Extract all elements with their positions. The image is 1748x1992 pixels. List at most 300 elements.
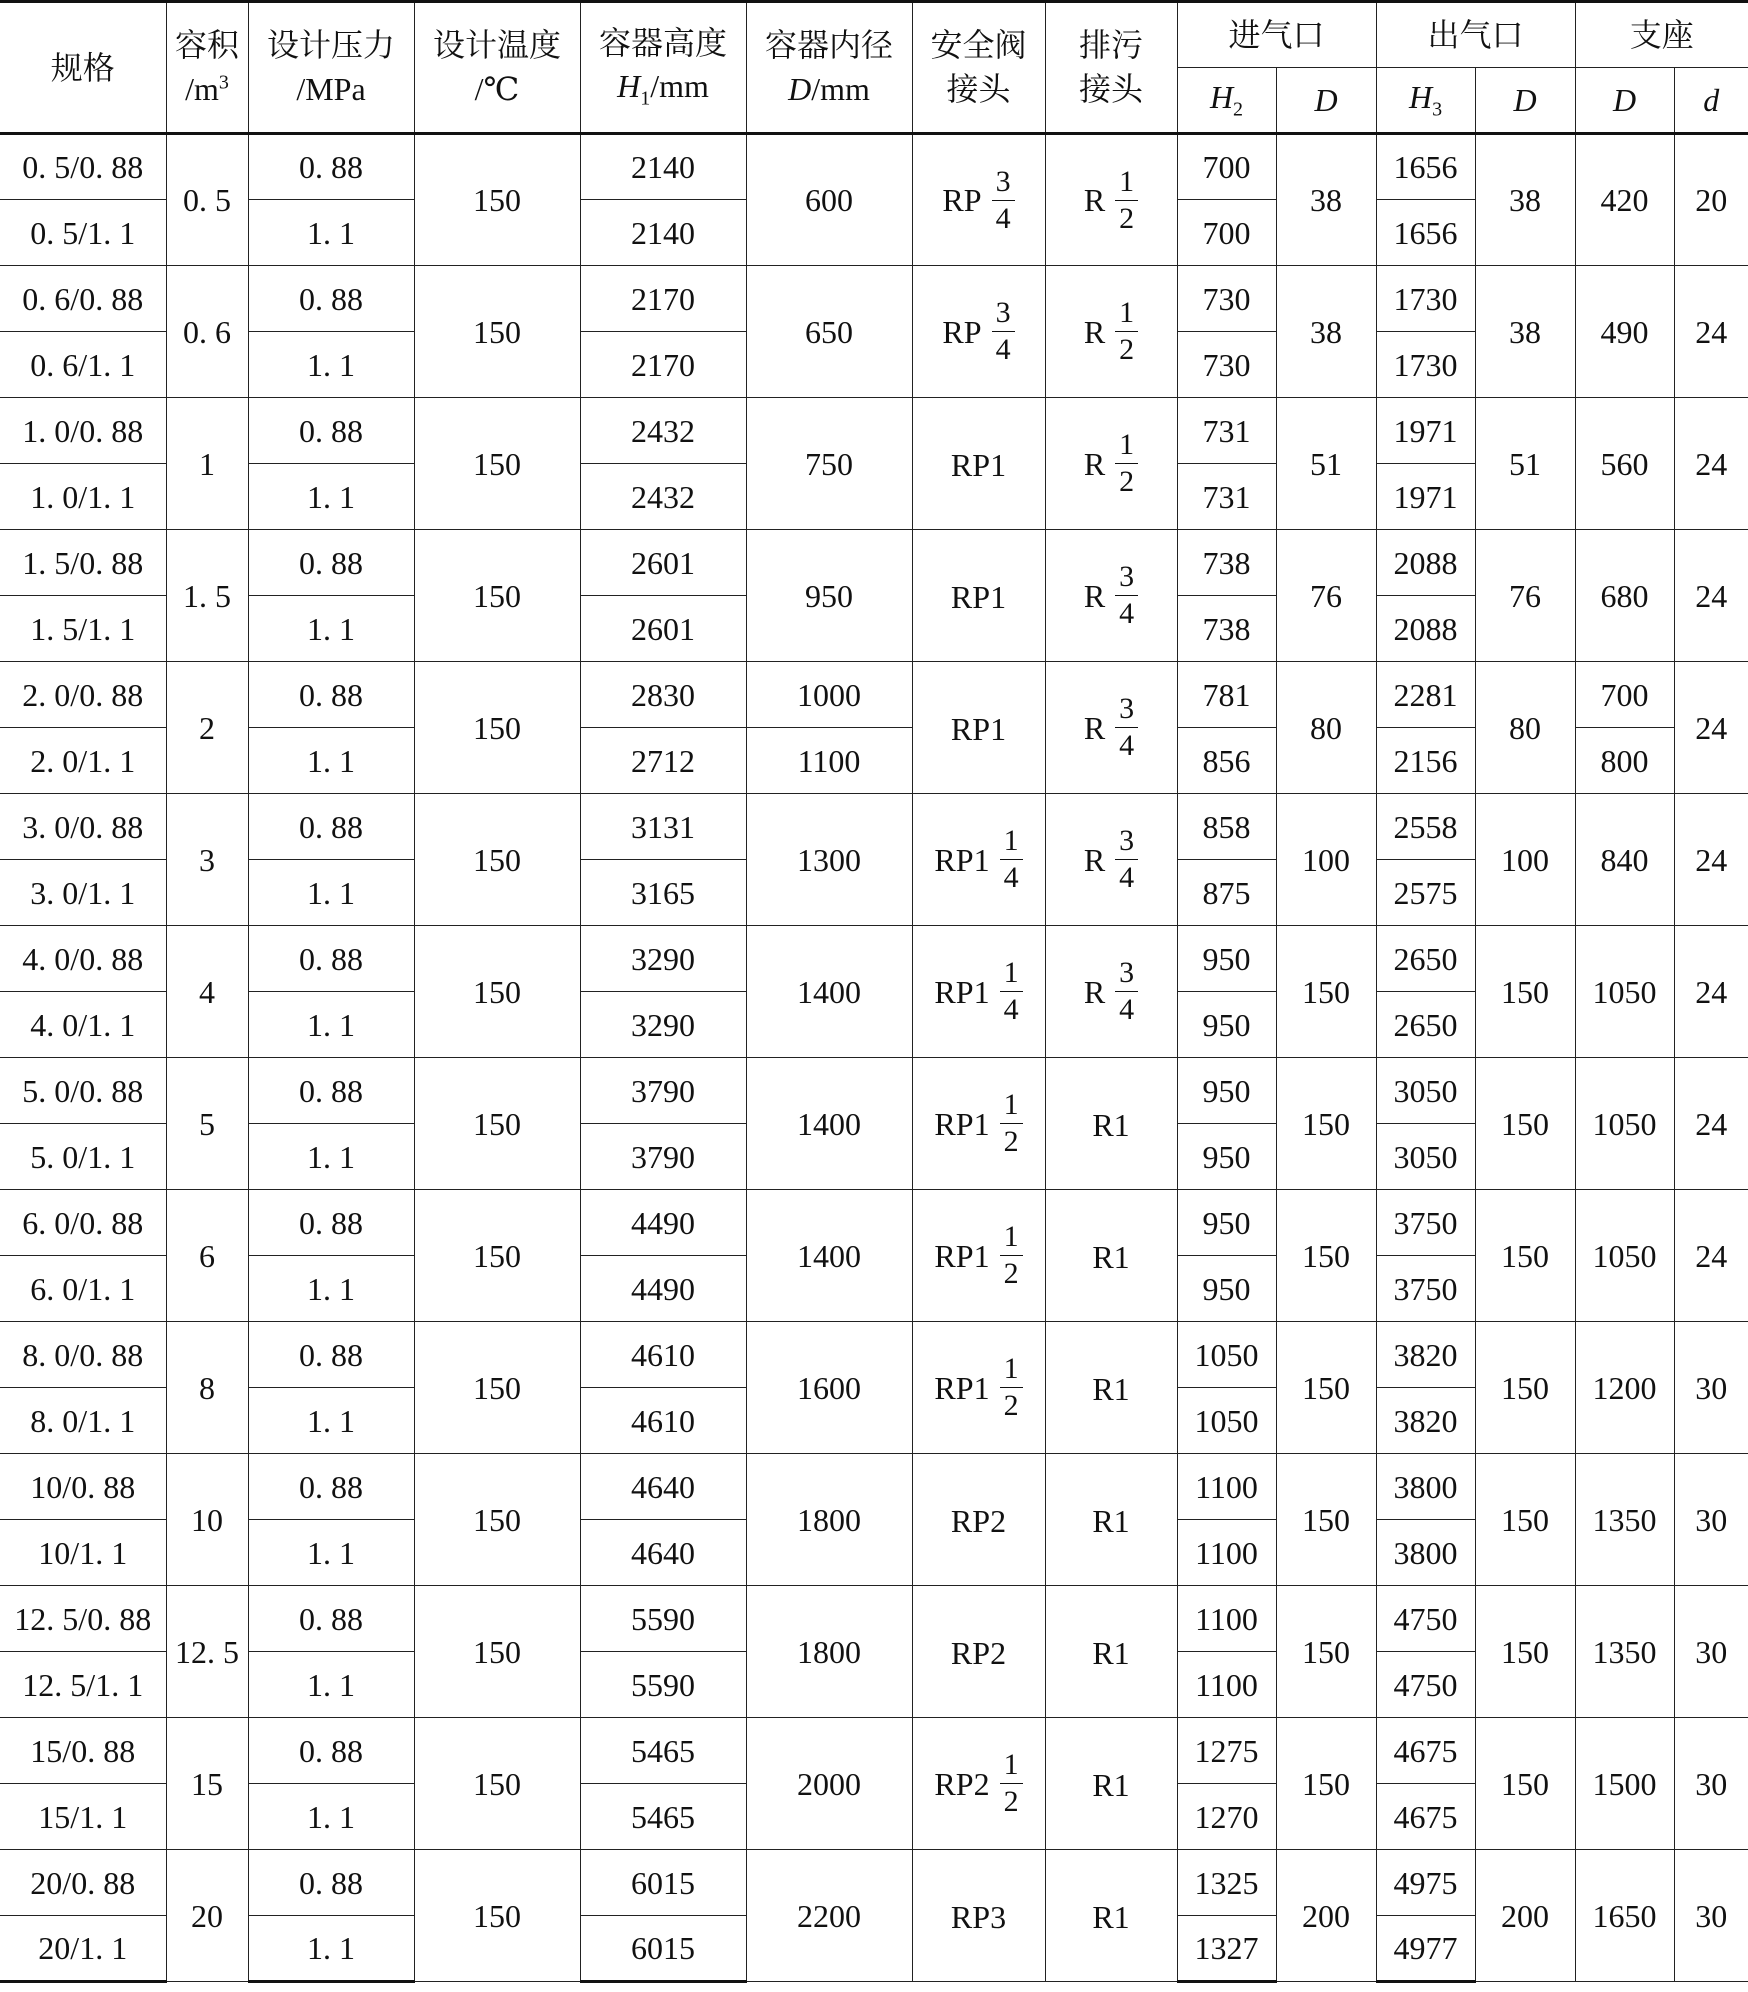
- spec-cell: 2. 0/0. 88: [0, 662, 166, 728]
- support-D-cell: 1650: [1575, 1850, 1674, 1982]
- inlet-h2-cell: 950: [1177, 1256, 1276, 1322]
- temp-cell: 150: [414, 266, 580, 398]
- safety-valve-cell-numerator: 1: [1000, 1354, 1023, 1388]
- header-outlet-d: D: [1475, 68, 1575, 134]
- table-row: [0, 1454, 1748, 1520]
- outlet-h3-cell: 4977: [1376, 1916, 1475, 1982]
- safety-valve-cell: [912, 1322, 1045, 1454]
- drain-cell: [1045, 926, 1177, 1058]
- volume-cell: 12. 5: [166, 1586, 248, 1718]
- outlet-d-cell: 150: [1475, 1058, 1575, 1190]
- inlet-h2-cell: 875: [1177, 860, 1276, 926]
- inlet-d-cell: 150: [1276, 1190, 1376, 1322]
- drain-cell-numerator: 3: [1115, 826, 1138, 860]
- diameter-cell: 1400: [746, 1058, 912, 1190]
- table-row: [0, 1190, 1748, 1256]
- safety-valve-cell: [912, 266, 1045, 398]
- inlet-h2-cell: 1050: [1177, 1388, 1276, 1454]
- support-D-cell: 1050: [1575, 1058, 1674, 1190]
- header-outlet-h3: $H_3$: [1376, 68, 1475, 134]
- support-D-cell: 800: [1575, 728, 1674, 794]
- safety-valve-cell-denominator: 2: [1003, 1257, 1019, 1290]
- volume-cell: 1: [166, 398, 248, 530]
- outlet-h3-cell: 3050: [1376, 1058, 1475, 1124]
- pressure-cell: 1. 1: [248, 860, 414, 926]
- inlet-d-cell: 150: [1276, 1454, 1376, 1586]
- spec-cell: 12. 5/0. 88: [0, 1586, 166, 1652]
- pressure-cell: 1. 1: [248, 464, 414, 530]
- safety-valve-cell-denominator: 4: [995, 201, 1011, 235]
- volume-cell: 6: [166, 1190, 248, 1322]
- outlet-h3-cell: 3750: [1376, 1256, 1475, 1322]
- inlet-d-cell: 200: [1276, 1850, 1376, 1982]
- inlet-h2-cell: 1270: [1177, 1784, 1276, 1850]
- safety-valve-cell-base: RP1: [934, 1237, 990, 1274]
- inlet-h2-cell: 1100: [1177, 1652, 1276, 1718]
- volume-cell: 15: [166, 1718, 248, 1850]
- safety-valve-cell-fraction: [992, 164, 1015, 235]
- outlet-h3-cell: 2558: [1376, 794, 1475, 860]
- safety-valve-cell-numerator: 1: [1000, 1090, 1023, 1124]
- spec-cell: 8. 0/1. 1: [0, 1388, 166, 1454]
- drain-cell-numerator: 3: [1115, 694, 1138, 728]
- outlet-h3-cell: 1730: [1376, 266, 1475, 332]
- height-cell: 2170: [580, 266, 746, 332]
- outlet-h3-cell: 4675: [1376, 1784, 1475, 1850]
- inlet-d-cell: 150: [1276, 1058, 1376, 1190]
- spec-cell: 1. 0/0. 88: [0, 398, 166, 464]
- safety-valve-cell-base: RP2: [950, 1635, 1007, 1672]
- pressure-cell: 0. 88: [248, 530, 414, 596]
- table-body: [0, 134, 1748, 1982]
- outlet-d-cell: 76: [1475, 530, 1575, 662]
- spec-cell: 1. 5/0. 88: [0, 530, 166, 596]
- diameter-cell: 1600: [746, 1322, 912, 1454]
- temp-cell: 150: [414, 662, 580, 794]
- pressure-cell: 0. 88: [248, 926, 414, 992]
- height-cell: 2432: [580, 398, 746, 464]
- safety-valve-cell-fraction: [1000, 958, 1023, 1025]
- safety-valve-cell-fraction: [1000, 1750, 1023, 1817]
- safety-valve-cell-numerator: 3: [992, 167, 1015, 201]
- support-d-cell: 24: [1674, 266, 1748, 398]
- drain-cell-denominator: 4: [1119, 597, 1135, 630]
- drain-cell: [1045, 1850, 1177, 1982]
- safety-valve-cell-denominator: 4: [995, 333, 1011, 366]
- support-d-cell: 24: [1674, 530, 1748, 662]
- spec-cell: 20/1. 1: [0, 1916, 166, 1982]
- inlet-h2-cell: 738: [1177, 530, 1276, 596]
- header-outlet: 出气口: [1376, 2, 1575, 68]
- drain-cell-denominator: 4: [1119, 729, 1135, 762]
- outlet-h3-cell: 3050: [1376, 1124, 1475, 1190]
- inlet-h2-cell: 950: [1177, 992, 1276, 1058]
- inlet-d-cell: 150: [1276, 926, 1376, 1058]
- spec-cell: 15/1. 1: [0, 1784, 166, 1850]
- header-row-1: [0, 2, 1748, 68]
- header-height: 容器高度 $H_1/mm$: [580, 2, 746, 134]
- inlet-h2-cell: 1275: [1177, 1718, 1276, 1784]
- height-cell: 3131: [580, 794, 746, 860]
- outlet-d-cell: 150: [1475, 1718, 1575, 1850]
- spec-cell: 8. 0/0. 88: [0, 1322, 166, 1388]
- diameter-cell: 1400: [746, 926, 912, 1058]
- pressure-cell: 1. 1: [248, 1388, 414, 1454]
- drain-cell-base: R: [1083, 841, 1106, 878]
- spec-cell: 1. 5/1. 1: [0, 596, 166, 662]
- support-d-cell: 20: [1674, 134, 1748, 266]
- outlet-h3-cell: 4750: [1376, 1586, 1475, 1652]
- drain-cell-fraction: [1115, 562, 1138, 629]
- volume-cell: 3: [166, 794, 248, 926]
- outlet-d-cell: 100: [1475, 794, 1575, 926]
- safety-valve-cell-numerator: 1: [1000, 1222, 1023, 1256]
- height-cell: 6015: [580, 1916, 746, 1982]
- outlet-h3-cell: 2575: [1376, 860, 1475, 926]
- header-inlet: 进气口: [1177, 2, 1376, 68]
- height-cell: 4610: [580, 1388, 746, 1454]
- header-support-d-upper: D: [1575, 68, 1674, 134]
- safety-valve-cell-base: RP1: [934, 1105, 990, 1142]
- drain-cell-base: R: [1083, 445, 1106, 482]
- outlet-h3-cell: 3750: [1376, 1190, 1475, 1256]
- support-D-cell: 1350: [1575, 1586, 1674, 1718]
- safety-valve-cell: [912, 926, 1045, 1058]
- height-cell: 4610: [580, 1322, 746, 1388]
- drain-cell-fraction: [1115, 164, 1138, 235]
- outlet-d-cell: 150: [1475, 1322, 1575, 1454]
- diameter-cell: 1300: [746, 794, 912, 926]
- spec-cell: 3. 0/1. 1: [0, 860, 166, 926]
- drain-cell-denominator: 2: [1119, 465, 1135, 498]
- safety-valve-cell-numerator: 1: [1000, 1750, 1023, 1784]
- support-d-cell: 30: [1674, 1322, 1748, 1454]
- volume-cell: 2: [166, 662, 248, 794]
- support-D-cell: 840: [1575, 794, 1674, 926]
- temp-cell: 150: [414, 398, 580, 530]
- inlet-h2-cell: 1325: [1177, 1850, 1276, 1916]
- height-cell: 2601: [580, 530, 746, 596]
- height-cell: 5590: [580, 1586, 746, 1652]
- spec-cell: 5. 0/1. 1: [0, 1124, 166, 1190]
- outlet-d-cell: 150: [1475, 1454, 1575, 1586]
- support-D-cell: 490: [1575, 266, 1674, 398]
- inlet-d-cell: 150: [1276, 1322, 1376, 1454]
- pressure-cell: 0. 88: [248, 398, 414, 464]
- pressure-cell: 1. 1: [248, 200, 414, 266]
- inlet-h2-cell: 730: [1177, 332, 1276, 398]
- drain-cell-numerator: 3: [1115, 958, 1138, 992]
- pressure-cell: 1. 1: [248, 1916, 414, 1982]
- header-support: 支座: [1575, 2, 1748, 68]
- drain-cell-base: R1: [1092, 1899, 1130, 1936]
- drain-cell: [1045, 1058, 1177, 1190]
- support-d-cell: 30: [1674, 1718, 1748, 1850]
- diameter-cell: 1100: [746, 728, 912, 794]
- safety-valve-cell-denominator: 2: [1003, 1785, 1019, 1818]
- outlet-d-cell: 38: [1475, 134, 1575, 266]
- safety-valve-cell-denominator: 4: [1003, 993, 1019, 1026]
- spec-cell: 1. 0/1. 1: [0, 464, 166, 530]
- safety-valve-cell-base: RP: [942, 182, 982, 218]
- support-d-cell: 30: [1674, 1454, 1748, 1586]
- spec-cell: 0. 6/0. 88: [0, 266, 166, 332]
- drain-cell-fraction: [1115, 298, 1138, 365]
- header-inlet-h2: $H_2$: [1177, 68, 1276, 134]
- spec-cell: 6. 0/1. 1: [0, 1256, 166, 1322]
- spec-cell: 5. 0/0. 88: [0, 1058, 166, 1124]
- height-cell: 2601: [580, 596, 746, 662]
- pressure-cell: 1. 1: [248, 1256, 414, 1322]
- table-row: [0, 266, 1748, 332]
- drain-cell-fraction: [1115, 826, 1138, 893]
- volume-cell: 5: [166, 1058, 248, 1190]
- spec-cell: 4. 0/1. 1: [0, 992, 166, 1058]
- drain-cell: [1045, 662, 1177, 794]
- outlet-h3-cell: 2088: [1376, 530, 1475, 596]
- inlet-h2-cell: 731: [1177, 464, 1276, 530]
- height-cell: 2432: [580, 464, 746, 530]
- support-d-cell: 30: [1674, 1586, 1748, 1718]
- safety-valve-cell-base: RP3: [950, 1899, 1007, 1936]
- table-row: [0, 1586, 1748, 1652]
- drain-cell: [1045, 1586, 1177, 1718]
- diameter-cell: 2000: [746, 1718, 912, 1850]
- height-cell: 3290: [580, 926, 746, 992]
- drain-cell: [1045, 1190, 1177, 1322]
- outlet-h3-cell: 2156: [1376, 728, 1475, 794]
- safety-valve-cell-denominator: 2: [1003, 1125, 1019, 1158]
- pressure-cell: 0. 88: [248, 1850, 414, 1916]
- drain-cell-denominator: 2: [1119, 201, 1135, 235]
- diameter-cell: 1800: [746, 1454, 912, 1586]
- outlet-h3-cell: 1971: [1376, 464, 1475, 530]
- height-cell: 3790: [580, 1124, 746, 1190]
- table-row: [0, 1058, 1748, 1124]
- height-cell: 2140: [580, 200, 746, 266]
- spec-cell: 12. 5/1. 1: [0, 1652, 166, 1718]
- pressure-cell: 1. 1: [248, 1784, 414, 1850]
- pressure-cell: 0. 88: [248, 1058, 414, 1124]
- inlet-h2-cell: 950: [1177, 1058, 1276, 1124]
- drain-cell: [1045, 1718, 1177, 1850]
- outlet-h3-cell: 1730: [1376, 332, 1475, 398]
- pressure-cell: 0. 88: [248, 662, 414, 728]
- drain-cell-base: R1: [1092, 1239, 1130, 1276]
- inlet-h2-cell: 731: [1177, 398, 1276, 464]
- outlet-h3-cell: 3800: [1376, 1454, 1475, 1520]
- inlet-h2-cell: 858: [1177, 794, 1276, 860]
- safety-valve-cell: [912, 662, 1045, 794]
- table-row: [0, 398, 1748, 464]
- outlet-d-cell: 150: [1475, 926, 1575, 1058]
- drain-cell-fraction: [1115, 958, 1138, 1025]
- temp-cell: 150: [414, 926, 580, 1058]
- table-row: [0, 530, 1748, 596]
- outlet-h3-cell: 3820: [1376, 1388, 1475, 1454]
- drain-cell-denominator: 4: [1119, 861, 1135, 894]
- safety-valve-cell-base: RP1: [934, 1369, 990, 1406]
- diameter-cell: 600: [746, 134, 912, 266]
- support-d-cell: 24: [1674, 398, 1748, 530]
- pressure-cell: 0. 88: [248, 266, 414, 332]
- drain-cell: [1045, 1454, 1177, 1586]
- drain-cell-base: R1: [1092, 1503, 1130, 1540]
- spec-cell: 20/0. 88: [0, 1850, 166, 1916]
- drain-cell: [1045, 266, 1177, 398]
- support-D-cell: 420: [1575, 134, 1674, 266]
- table-row: [0, 926, 1748, 992]
- temp-cell: 150: [414, 1190, 580, 1322]
- temp-cell: 150: [414, 1322, 580, 1454]
- spec-cell: 4. 0/0. 88: [0, 926, 166, 992]
- support-d-cell: 24: [1674, 1058, 1748, 1190]
- safety-valve-cell: [912, 1454, 1045, 1586]
- drain-cell-base: R1: [1092, 1767, 1130, 1804]
- pressure-cell: 0. 88: [248, 794, 414, 860]
- support-D-cell: 560: [1575, 398, 1674, 530]
- temp-cell: 150: [414, 794, 580, 926]
- inlet-h2-cell: 950: [1177, 1124, 1276, 1190]
- safety-valve-cell: [912, 1586, 1045, 1718]
- drain-cell-base: R1: [1092, 1635, 1130, 1672]
- outlet-d-cell: 51: [1475, 398, 1575, 530]
- safety-valve-cell-base: RP1: [950, 447, 1007, 484]
- safety-valve-cell-fraction: [1000, 1354, 1023, 1421]
- height-cell: 2170: [580, 332, 746, 398]
- outlet-h3-cell: 2088: [1376, 596, 1475, 662]
- inlet-d-cell: 150: [1276, 1586, 1376, 1718]
- pressure-cell: 1. 1: [248, 332, 414, 398]
- drain-cell-numerator: 1: [1115, 430, 1138, 464]
- volume-cell: 1. 5: [166, 530, 248, 662]
- safety-valve-cell-denominator: 4: [1003, 861, 1019, 894]
- outlet-h3-cell: 2650: [1376, 992, 1475, 1058]
- spec-cell: 10/1. 1: [0, 1520, 166, 1586]
- drain-cell-fraction: [1115, 694, 1138, 761]
- inlet-d-cell: 38: [1276, 266, 1376, 398]
- inlet-d-cell: 150: [1276, 1718, 1376, 1850]
- height-cell: 2140: [580, 134, 746, 200]
- inlet-h2-cell: 950: [1177, 1190, 1276, 1256]
- height-cell: 3790: [580, 1058, 746, 1124]
- inlet-h2-cell: 1100: [1177, 1520, 1276, 1586]
- safety-valve-cell-base: RP: [942, 313, 982, 350]
- table-row: [0, 1718, 1748, 1784]
- height-cell: 4490: [580, 1190, 746, 1256]
- diameter-cell: 2200: [746, 1850, 912, 1982]
- drain-cell-base: R: [1083, 973, 1106, 1010]
- safety-valve-cell-fraction: [1000, 1222, 1023, 1289]
- height-cell: 2830: [580, 662, 746, 728]
- inlet-h2-cell: 856: [1177, 728, 1276, 794]
- safety-valve-cell-base: RP1: [934, 841, 990, 878]
- table-row: [0, 662, 1748, 728]
- header-temp: 设计温度 /℃: [414, 2, 580, 134]
- drain-cell-base: R: [1083, 313, 1106, 350]
- pressure-cell: 0. 88: [248, 1190, 414, 1256]
- diameter-cell: 750: [746, 398, 912, 530]
- outlet-d-cell: 150: [1475, 1190, 1575, 1322]
- safety-valve-cell-denominator: 2: [1003, 1389, 1019, 1422]
- temp-cell: 150: [414, 1454, 580, 1586]
- outlet-d-cell: 150: [1475, 1586, 1575, 1718]
- outlet-d-cell: 38: [1475, 266, 1575, 398]
- outlet-h3-cell: 1656: [1376, 200, 1475, 266]
- outlet-h3-cell: 4675: [1376, 1718, 1475, 1784]
- diameter-cell: 650: [746, 266, 912, 398]
- spec-cell: 15/0. 88: [0, 1718, 166, 1784]
- inlet-d-cell: 76: [1276, 530, 1376, 662]
- pressure-cell: 0. 88: [248, 1586, 414, 1652]
- drain-cell: [1045, 1322, 1177, 1454]
- inlet-h2-cell: 950: [1177, 926, 1276, 992]
- spec-cell: 0. 5/0. 88: [0, 134, 166, 200]
- diameter-cell: 1400: [746, 1190, 912, 1322]
- pressure-cell: 1. 1: [248, 1124, 414, 1190]
- outlet-h3-cell: 3820: [1376, 1322, 1475, 1388]
- pressure-cell: 1. 1: [248, 728, 414, 794]
- drain-cell-denominator: 4: [1119, 993, 1135, 1026]
- pressure-cell: 0. 88: [248, 1454, 414, 1520]
- table-row: [0, 1322, 1748, 1388]
- drain-cell-base: R: [1083, 577, 1106, 614]
- drain-cell-numerator: 3: [1115, 562, 1138, 596]
- header-volume: 容积 $/m^3$: [166, 2, 248, 134]
- height-cell: 4640: [580, 1520, 746, 1586]
- spec-cell: 2. 0/1. 1: [0, 728, 166, 794]
- support-D-cell: 1050: [1575, 926, 1674, 1058]
- height-cell: 5465: [580, 1718, 746, 1784]
- volume-cell: 0. 5: [166, 134, 248, 266]
- support-D-cell: 1500: [1575, 1718, 1674, 1850]
- pressure-cell: 1. 1: [248, 1520, 414, 1586]
- outlet-d-cell: 200: [1475, 1850, 1575, 1982]
- outlet-d-cell: 80: [1475, 662, 1575, 794]
- safety-valve-cell: [912, 530, 1045, 662]
- height-cell: 6015: [580, 1850, 746, 1916]
- safety-valve-cell-base: RP1: [934, 973, 990, 1010]
- temp-cell: 150: [414, 1850, 580, 1982]
- outlet-h3-cell: 2281: [1376, 662, 1475, 728]
- safety-valve-cell: [912, 398, 1045, 530]
- inlet-h2-cell: 738: [1177, 596, 1276, 662]
- safety-valve-cell: [912, 1190, 1045, 1322]
- safety-valve-cell: [912, 1850, 1045, 1982]
- pressure-cell: 1. 1: [248, 1652, 414, 1718]
- pressure-cell: 0. 88: [248, 1718, 414, 1784]
- support-d-cell: 24: [1674, 926, 1748, 1058]
- drain-cell-denominator: 2: [1119, 333, 1135, 366]
- pressure-cell: 1. 1: [248, 596, 414, 662]
- spec-cell: 10/0. 88: [0, 1454, 166, 1520]
- inlet-h2-cell: 1327: [1177, 1916, 1276, 1982]
- support-d-cell: 24: [1674, 1190, 1748, 1322]
- drain-cell: [1045, 398, 1177, 530]
- safety-valve-cell-fraction: [992, 298, 1015, 365]
- table-row: [0, 134, 1748, 200]
- drain-cell-base: R: [1083, 182, 1106, 218]
- header-support-d-lower: d: [1674, 68, 1748, 134]
- header-diameter: 容器内径 D/mm: [746, 2, 912, 134]
- table-row: [0, 794, 1748, 860]
- inlet-h2-cell: 700: [1177, 200, 1276, 266]
- inlet-h2-cell: 730: [1177, 266, 1276, 332]
- drain-cell-base: R1: [1092, 1371, 1130, 1408]
- outlet-h3-cell: 3800: [1376, 1520, 1475, 1586]
- pressure-cell: 1. 1: [248, 992, 414, 1058]
- spec-cell: 6. 0/0. 88: [0, 1190, 166, 1256]
